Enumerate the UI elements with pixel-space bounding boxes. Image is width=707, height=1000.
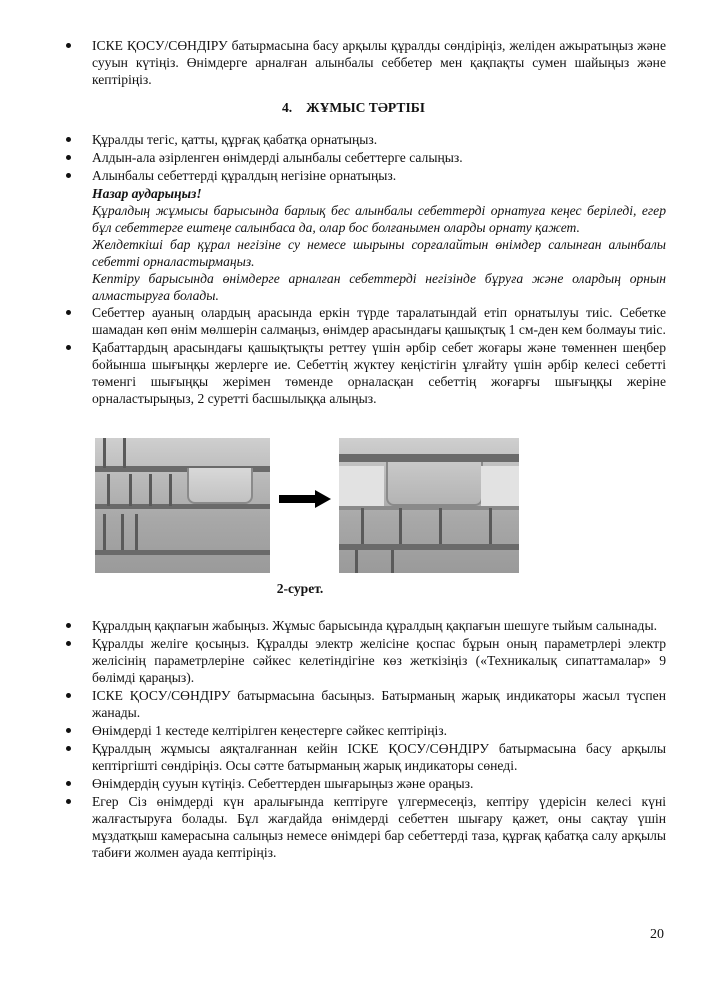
list-item: ІСКЕ ҚОСУ/СӨНДІРУ батырмасына басу арқылы құралды сөндіріңіз, желіден ажыратыңыз және сууын күтіңіз. Өнімдерге арналған алынбалы себбетер мен қақпақты сумен шайыңыз және кептіріңіз. [62, 37, 666, 88]
note-title: Назар аударыңыз! [92, 186, 202, 201]
section-heading [0, 99, 707, 116]
bullet-icon [66, 155, 71, 160]
attention-note [62, 185, 666, 304]
note-paragraph: Кептіру барысында өнімдерге арналған себеттерді негізінде бұруға және олардың орнын алмастыруға болады. [92, 271, 666, 303]
list-item: Алдын-ала әзірленген өнімдерді алынбалы себеттерге салыңыз. [62, 149, 666, 166]
procedure-list-c [62, 617, 666, 861]
intro-list-block [62, 37, 666, 89]
bullet-icon [66, 693, 71, 698]
bullet-icon [66, 173, 71, 178]
bullet-icon [66, 781, 71, 786]
procedure-list-b [62, 304, 666, 407]
list-item: Құралды тегіс, қатты, құрғақ қабатқа орнатыңыз. [62, 131, 666, 148]
bullet-icon [66, 310, 71, 315]
bullet-icon [66, 623, 71, 628]
page-number: 20 [650, 927, 664, 942]
bullet-icon [66, 345, 71, 350]
intro-list [62, 37, 666, 88]
list-item: ІСКЕ ҚОСУ/СӨНДІРУ батырмасына басыңыз. Батырманың жарық индикаторы жасыл түспен жанады. [62, 687, 666, 721]
list-item: Құралдың жұмысы аяқталғаннан кейін ІСКЕ ҚОСУ/СӨНДІРУ батырмасына басу арқылы кептіргішті сөндіріңіз. Осы сәтте батырманың жарық индикаторы сөнеді. [62, 740, 666, 774]
figure-caption: 2-сурет. [276, 581, 324, 596]
bullet-icon [66, 799, 71, 804]
procedure-list-a [62, 131, 666, 184]
arrow-right-icon [279, 490, 331, 508]
procedure-list-block [62, 131, 666, 408]
list-item: Себеттер ауаның олардың арасында еркін түрде таралатындай етіп орнатылуы тиіс. Себетке шамадан көп өнім мөлшерін салмаңыз, өнімдер арасындағы қашықтық 1 см-ден кем болмауы тиіс. [62, 304, 666, 338]
list-item: Алынбалы себеттерді құралдың негізіне орнатыңыз. [62, 167, 666, 184]
bullet-icon [66, 746, 71, 751]
bullet-icon [66, 728, 71, 733]
list-item: Егер Сіз өнімдерді күн аралығында кептіруге үлгермесеңіз, кептіру үдерісін келесі күні жалғастыруға болады. Бұл жағдайда өнімдерді себеттен шығару қажет, оны сақтау үшін мұздатқыш камерасына салыңыз немесе өнімдері бар себеттерді таза, құрғақ қабатқа салу арқылы табиғи жолмен ауада кептіріңіз. [62, 793, 666, 861]
list-item: Құралдың қақпағын жабыңыз. Жұмыс барысында құралдың қақпағын шешуге тыйым салынады. [62, 617, 666, 634]
list-item: Қабаттардың арасындағы қашықтықты реттеу үшін әрбір себет жоғары және төменнен шеңбер бойынша шығыңқы жерлерге ие. Себеттің жүктеу кеңістігін ұлғайту үшін әрбір келесі себетті төменгі шығыңқы жерімен төменде орналасқан себеттің жоғарғы шығыңқы жеріне орналастырыңыз, 2 суретті басшылыққа алыңыз. [62, 339, 666, 407]
stacked-baskets-before-photo [95, 438, 270, 573]
list-item: Құралды желіге қосыңыз. Құралды электр желісіне қоспас бұрын оның параметрлері электр желісінің параметрлеріне сәйкес келетіндігіне көз жеткізіңіз («Техникалық сипаттамалар» 9 бөлімді қараңыз). [62, 635, 666, 686]
stacked-baskets-after-photo [339, 438, 519, 573]
list-item: Өнімдерді 1 кестеде келтірілген кеңестерге сәйкес кептіріңіз. [62, 722, 666, 739]
note-paragraph: Желдеткіші бар құрал негізіне су немесе шырыны сорғалайтын өнімдер салынған алынбалы себетті орналастырмаңыз. [92, 237, 666, 269]
operation-list-block [62, 617, 666, 862]
bullet-icon [66, 641, 71, 646]
bullet-icon [66, 137, 71, 142]
bullet-icon [66, 43, 71, 48]
note-paragraph: Құралдың жұмысы барысында барлық бес алынбалы себеттерді орнатуға кеңес беріледі, егер бұл себеттерге ештеңе салынбаса да, олар бос болғанымен оларды орнату қажет. [92, 203, 666, 235]
list-item: Өнімдердің сууын күтіңіз. Себеттерден шығарыңыз және ораңыз. [62, 775, 666, 792]
section-number: 4. [281, 100, 293, 115]
figure-2 [95, 438, 520, 573]
section-title: ЖҰМЫС ТӘРТІБІ [306, 100, 426, 115]
